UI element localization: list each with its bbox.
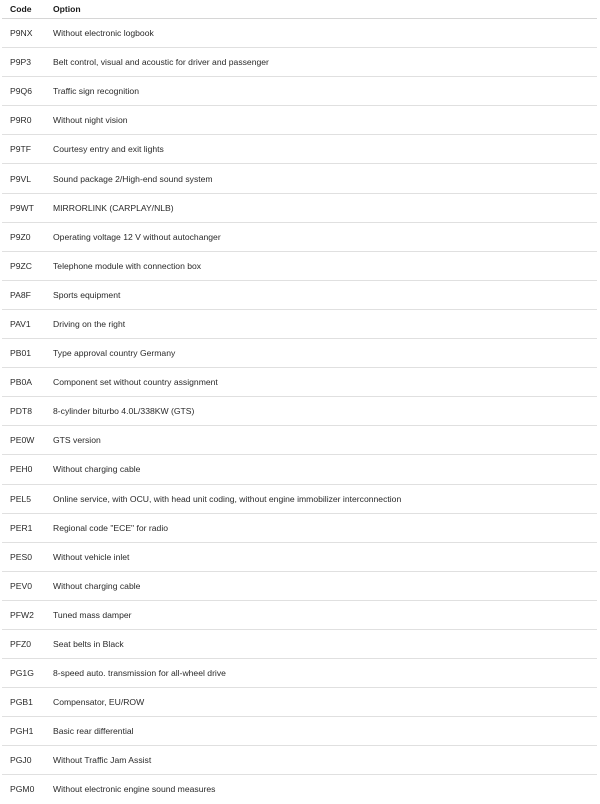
table-row [2,572,597,601]
table-row [2,543,597,572]
option-code: PEL5 [10,493,32,504]
option-description: Without vehicle inlet [53,551,130,562]
option-code: PB01 [10,348,32,359]
option-description: Telephone module with connection box [53,260,202,271]
option-column-header: Option [53,4,81,14]
option-code: PGB1 [10,697,33,708]
table-row [2,281,597,310]
option-description: 8-cylinder biturbo 4.0L/338KW (GTS) [53,406,195,417]
option-description: Without night vision [53,115,128,126]
option-description: Seat belts in Black [53,639,124,650]
table-row [2,717,597,746]
table-row [2,746,597,775]
option-code: PE0W [10,435,35,446]
table-row [2,106,597,135]
option-description: Regional code "ECE" for radio [53,522,169,533]
option-code: PEH0 [10,464,33,475]
option-description: Without electronic engine sound measures [53,784,216,795]
option-description: Compensator, EU/ROW [53,697,145,708]
option-description: Sports equipment [53,289,121,300]
option-description: MIRRORLINK (CARPLAY/NLB) [53,202,174,213]
table-row [2,601,597,630]
option-code: PGJ0 [10,755,32,766]
option-code: PGH1 [10,726,34,737]
table-row [2,252,597,281]
option-code: PDT8 [10,406,32,417]
option-code: PGM0 [10,784,35,795]
table-row [2,194,597,223]
option-description: Type approval country Germany [53,348,176,359]
table-row [2,514,597,543]
option-description: Operating voltage 12 V without autochanger [53,231,221,242]
table-row [2,19,597,48]
option-description: Courtesy entry and exit lights [53,144,164,155]
option-code: PES0 [10,551,32,562]
option-code: P9R0 [10,115,32,126]
option-code: P9Q6 [10,86,32,97]
option-description: Online service, with OCU, with head unit coding, without engine immobilizer interconnection [53,493,402,504]
table-row [2,659,597,688]
option-description: Without charging cable [53,580,141,591]
option-description: Basic rear differential [53,726,134,737]
option-description: Without Traffic Jam Assist [53,755,152,766]
option-code: P9Z0 [10,231,31,242]
option-code: PFW2 [10,609,34,620]
table-row [2,77,597,106]
option-code: PAV1 [10,318,31,329]
options-table [2,0,597,804]
option-code: P9TF [10,144,32,155]
table-row [2,368,597,397]
table-row [2,310,597,339]
option-code: P9VL [10,173,32,184]
table-body [2,19,597,804]
table-row [2,164,597,193]
option-code: PER1 [10,522,33,533]
option-code: PFZ0 [10,639,32,650]
table-row [2,485,597,514]
option-description: Traffic sign recognition [53,86,139,97]
option-description: 8-speed auto. transmission for all-wheel drive [53,668,226,679]
code-column-header: Code [10,4,32,14]
table-row [2,397,597,426]
table-row [2,455,597,484]
table-row [2,426,597,455]
table-row [2,630,597,659]
option-code: PG1G [10,668,34,679]
option-description: Without electronic logbook [53,28,154,39]
table-row [2,135,597,164]
table-header [2,0,597,19]
option-description: Belt control, visual and acoustic for driver and passenger [53,57,269,68]
option-code: PEV0 [10,580,32,591]
option-description: GTS version [53,435,101,446]
option-code: P9P3 [10,57,32,68]
option-code: P9WT [10,202,34,213]
option-code: P9ZC [10,260,32,271]
table-row [2,775,597,803]
table-row [2,223,597,252]
option-description: Without charging cable [53,464,141,475]
option-description: Sound package 2/High-end sound system [53,173,213,184]
table-row [2,688,597,717]
option-description: Tuned mass damper [53,609,132,620]
table-row [2,339,597,368]
option-code: PB0A [10,377,32,388]
option-description: Driving on the right [53,318,126,329]
table-row [2,48,597,77]
option-description: Component set without country assignment [53,377,218,388]
option-code: P9NX [10,28,33,39]
option-code: PA8F [10,289,31,300]
